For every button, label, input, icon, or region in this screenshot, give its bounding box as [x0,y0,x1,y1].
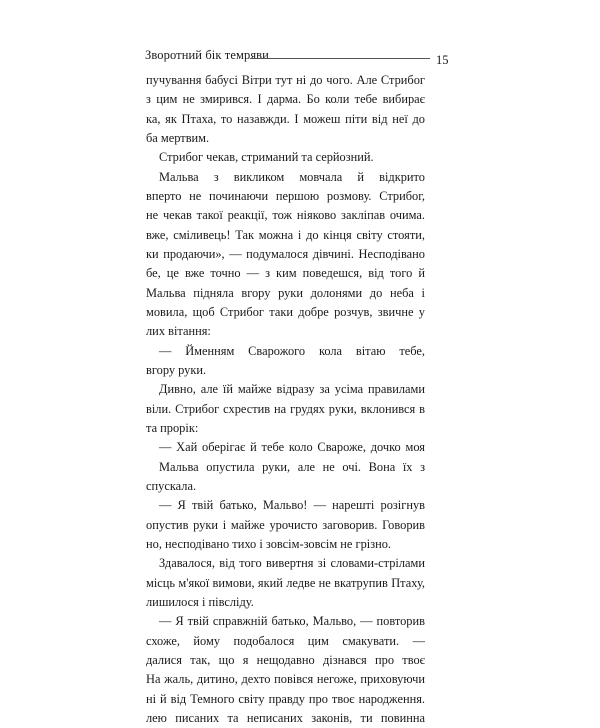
text-line: опустив руки і майже урочисто заговорив. Говорив [146,517,425,532]
text-line: Дивно, але їй майже відразу за усіма правилами [159,382,425,397]
text-line: спускала. [146,478,197,493]
text-line: ки продаючи», — подумалося дівчині. Несподівано [146,246,425,261]
text-line: бе, це вже точно — з ким поведешся, від того й [146,266,425,281]
text-line: з цим не змирився. І дарма. Бо коли тебе вибирає [146,92,425,107]
text-line: місць м'якої вимови, який ледве не вкатрупив Птаху, [146,575,425,590]
text-line: вгору руки. [146,362,207,377]
text-line: Мальва з викликом мовчала й відкрито [159,169,425,184]
text-line: далися так, що я нещодавно дізнався про твоє [146,652,425,667]
running-header [145,48,430,68]
text-line: На жаль, дитино, дехто повівся негоже, приховуючи [146,672,425,687]
text-line: Стрибог чекав, стриманий та серйозний. [159,150,374,165]
text-line: пучування бабусі Вітри тут ні до чого. Але Стрибог [146,73,425,87]
text-line: схоже, йому подобалося цим смакувати. — [146,633,425,648]
text-line: — Йменням Сварожого кола вітаю тебе, [159,343,425,358]
text-line: Здавалося, від того вивертня зі словами-стрілами [159,556,425,571]
text-line: ка, як Птаха, то назавжди. І можеш піти від неї до [146,111,425,126]
text-line: Мальва опустила руки, але не очі. Вона їх з [159,459,425,474]
text-line: віли. Стрибог схрестив на грудях руки, вклонився в [146,401,425,416]
header-title: Зворотний бік темряви [145,48,269,62]
text-line: мовила, щоб Стрибог таки добре розчув, звичне у [146,304,425,319]
text-line: лишилося і півсліду. [146,594,254,609]
text-line: вперто не починаючи першою розмову. Стрибог, [146,188,425,203]
text-line: — Я твій батько, Мальво! — нарешті розігнув [159,498,425,513]
text-line: Мальва підняла вгору руки долонями до неба і [146,285,425,300]
text-line: но, несподівано тихо і зовсім-зовсім не грізно. [146,536,392,551]
header-rule [250,58,430,59]
text-line: лею писаних та неписаних законів, ти повинна [146,710,425,725]
text-line: — Хай оберігає й тебе коло Свароже, дочко моя [159,440,425,455]
text-line: ні й від Темного світу правду про твоє народження. [146,691,425,706]
text-line: не чекав такої реакції, тож ніяково закліпав очима. [146,208,425,223]
text-line: лих вітання: [146,324,211,339]
text-line: та прорік: [146,420,199,435]
page-number: 15 [436,53,449,67]
body-text [146,71,425,728]
text-line: ба мертвим. [146,130,210,145]
text-line: — Я твій справжній батько, Мальво, — повторив [159,614,425,629]
text-line: вже, сміливець! Так можна і до кінця світу стояти, [146,227,425,242]
